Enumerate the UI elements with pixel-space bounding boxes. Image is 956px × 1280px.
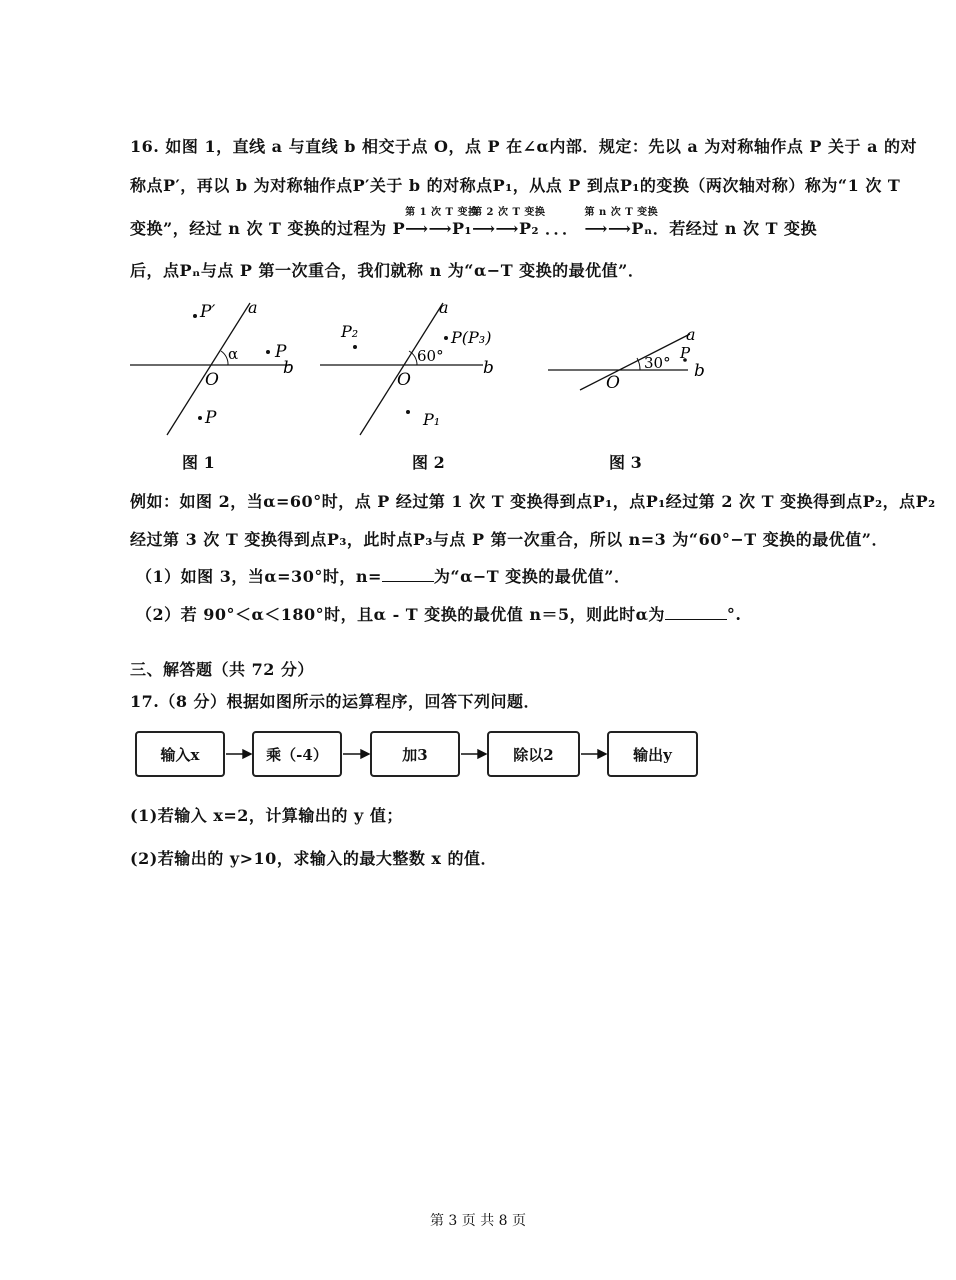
arrow-head-icon xyxy=(243,750,251,758)
fig1-point-p-prime xyxy=(193,314,197,318)
q17-part1: (1)若输入 x=2，计算输出的 y 值； xyxy=(130,806,403,825)
long-arrow-icon: ⟶⟶ xyxy=(584,219,632,238)
fig3-label-angle: 30° xyxy=(644,354,671,372)
q16-sub1 xyxy=(136,564,630,587)
fig1-angle-arc xyxy=(221,351,228,365)
figure-3 xyxy=(540,320,720,400)
flow-box-output: 输出y xyxy=(607,731,698,777)
fig1-point-p xyxy=(266,350,270,354)
q16-line3-prefix: 变换”，经过 n 次 T 变换的过程为 P xyxy=(130,219,406,238)
long-arrow-icon: ⟶⟶ xyxy=(472,219,519,238)
fig2-point-p2 xyxy=(353,345,357,349)
sub1-suffix: 为“α−T 变换的最优值”． xyxy=(433,567,631,586)
ellipsis: ．．． xyxy=(544,219,579,238)
arrown-label: 第 n 次 T 变换 xyxy=(584,207,659,218)
fig2-angle-arc xyxy=(409,351,417,365)
q16-line3 xyxy=(130,207,818,239)
q17-part2: (2)若输出的 y>10，求输入的最大整数 x 的值． xyxy=(130,849,497,868)
fig1-label-o: O xyxy=(205,370,219,390)
fig2-label-p1: P₁ xyxy=(423,410,441,429)
arrow-head-icon xyxy=(478,750,486,758)
p1-label: P₁ xyxy=(452,219,473,238)
answer-blank-2[interactable] xyxy=(665,605,727,620)
fig2-point-p xyxy=(444,336,448,340)
fig1-label-p-low: P xyxy=(205,408,217,428)
fig3-label-b: b xyxy=(694,361,705,381)
fig1-label-p-prime: P′ xyxy=(200,302,216,322)
arrow1-label: 第 1 次 T 变换 xyxy=(405,207,479,218)
flow-box-add: 加3 xyxy=(370,731,460,777)
figure-2 xyxy=(315,295,505,445)
fig3-caption: 图 3 xyxy=(609,453,642,472)
fig2-label-pp3: P(P₃) xyxy=(451,328,492,347)
fig2-label-a: a xyxy=(439,298,449,317)
arrow-head-icon xyxy=(361,750,369,758)
long-arrow-icon: ⟶⟶ xyxy=(405,219,453,238)
q16-line1: 16. 如图 1，直线 a 与直线 b 相交于点 O，点 P 在∠α内部．规定：先以 a 为对称轴作点 P 关于 a 的对 xyxy=(130,137,918,156)
flow-box-input: 输入x xyxy=(135,731,225,777)
fig1-label-alpha: α xyxy=(228,345,239,363)
sub1-prefix: （1）如图 3，当α=30°时，n= xyxy=(136,567,382,586)
answer-blank-1[interactable] xyxy=(382,567,434,582)
q16-line2: 称点P′，再以 b 为对称轴作点P′关于 b 的对称点P₁，从点 P 到点P₁的变换（两次轴对称）称为“1 次 T xyxy=(130,176,901,195)
arrow2-label: 第 2 次 T 变换 xyxy=(472,207,546,218)
flow-box-multiply: 乘（-4） xyxy=(252,731,342,777)
sub2-prefix: （2）若 90°＜α＜180°时，且α - T 变换的最优值 n＝5，则此时α为 xyxy=(136,605,665,624)
p2-label: P₂ xyxy=(518,219,539,238)
fig2-label-b: b xyxy=(483,358,494,378)
fig3-label-o: O xyxy=(606,373,620,393)
fig3-line-a xyxy=(580,334,690,390)
q17-title: 17.（8 分）根据如图所示的运算程序，回答下列问题． xyxy=(130,692,541,711)
fig3-label-p: P xyxy=(680,344,691,362)
q16-sub2 xyxy=(136,602,741,625)
fig2-label-angle: 60° xyxy=(417,347,444,365)
fig3-label-a: a xyxy=(686,325,696,344)
fig2-label-o: O xyxy=(397,370,411,390)
sub2-suffix: °. xyxy=(726,605,742,624)
arrow-head-icon xyxy=(598,750,606,758)
fig1-point-p-low xyxy=(198,416,202,420)
page-footer: 第 3 页 共 8 页 xyxy=(429,1213,527,1229)
flow-box-divide: 除以2 xyxy=(487,731,580,777)
flow-arrows xyxy=(0,744,956,764)
figure-1 xyxy=(125,295,305,445)
fig2-point-p1 xyxy=(406,410,410,414)
pn-label: Pₙ xyxy=(631,219,653,238)
fig1-label-a: a xyxy=(248,298,258,317)
fig1-label-b: b xyxy=(283,358,294,378)
section-3-title: 三、解答题（共 72 分） xyxy=(130,660,314,679)
example-line1: 例如：如图 2，当α=60°时，点 P 经过第 1 次 T 变换得到点P₁，点P₁经过第 2 次 T 变换得到点P₂，点P₂ xyxy=(130,492,936,511)
q16-line4: 后，点Pₙ与点 P 第一次重合，我们就称 n 为“α−T 变换的最优值”． xyxy=(130,261,645,280)
fig1-label-p: P xyxy=(275,342,287,362)
q16-line3-suffix: ．若经过 n 次 T 变换 xyxy=(652,219,818,238)
fig2-caption: 图 2 xyxy=(412,453,445,472)
fig1-caption: 图 1 xyxy=(182,453,215,472)
fig2-label-p2: P₂ xyxy=(341,322,359,341)
example-line2: 经过第 3 次 T 变换得到点P₃，此时点P₃与点 P 第一次重合，所以 n=3 为“60°−T 变换的最优值”． xyxy=(130,530,888,549)
